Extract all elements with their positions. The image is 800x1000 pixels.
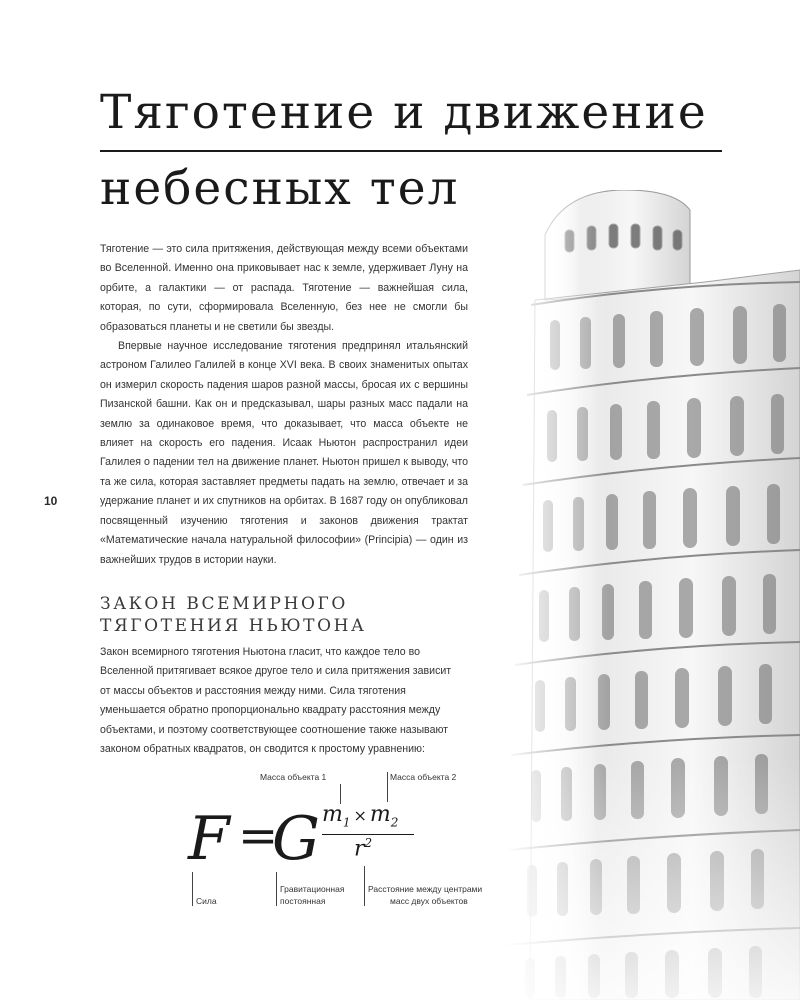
label-mass-1: Масса объекта 1	[260, 772, 327, 782]
mass-2-pointer	[387, 772, 388, 802]
section-heading	[100, 593, 400, 637]
intro-text	[100, 240, 468, 570]
formula-m1: m	[322, 802, 343, 827]
page-number: 10	[44, 494, 58, 508]
title-line-2: небесных тел	[100, 161, 460, 216]
leaning-tower-of-pisa-image	[505, 190, 800, 1000]
label-force: Сила	[196, 896, 217, 906]
force-pointer	[192, 872, 193, 906]
formula-numerator	[322, 802, 398, 829]
label-mass-2: Масса объекта 2	[390, 772, 457, 782]
label-g-line-1: Гравитационная	[280, 884, 345, 894]
title-line-1: Тяготение и движение	[100, 76, 722, 152]
formula-force-symbol: F	[188, 804, 230, 874]
formula-g-symbol: G	[272, 804, 320, 874]
formula-sub-2: 2	[390, 815, 399, 830]
section-heading-line-1: ЗАКОН ВСЕМИРНОГО	[100, 594, 348, 614]
formula-m2: m	[369, 802, 391, 827]
intro-paragraph-2: Впервые научное исследование тяготения предпринял итальянский астроном Галилео Галилей в конце XVI века. В своих знаменитых опытах он измерил скорость падения шаров разной массы, бросая их с вершины Пизанской башни. Как он и предсказывал, шары разных масс падали на землю за одинаковое время, что доказывает, что масса объекте не влияет на скорость его падения. Исаак Ньютон распространил идеи Галилея о падении тел на движение планет. Ньютон пришел к выводу, что та же сила, которая заставляет предметы падать на землю, отвечает и за удержание планет и их спутников на орбитах. В 1687 году он опубликовал посвященный изучению тяготения и законов движения трактат «Математические начала натуральной философии» (Principia) — один из важнейших трудов в истории науки.	[100, 340, 468, 566]
formula-r: r	[354, 836, 365, 862]
g-pointer	[276, 872, 277, 906]
formula-equals: =	[238, 808, 279, 864]
formula-denominator	[354, 836, 372, 861]
label-g-line-2: постоянная	[280, 896, 326, 906]
r-pointer	[364, 866, 365, 906]
mass-1-pointer	[340, 784, 341, 804]
formula-power: 2	[364, 836, 373, 850]
formula-fraction-bar	[322, 834, 414, 835]
formula-times: ×	[353, 806, 367, 825]
formula-sub-1: 1	[342, 815, 351, 830]
intro-paragraph-1: Тяготение — это сила притяжения, действующая между всеми объектами во Вселенной. Именно она приковывает нас к земле, удерживает Луну на орбите, а галактики — от распада. Тяготение — важнейшая сила, которая, по сути, сформировала Вселенную, без нее не смогли бы образоваться планеты и не светили бы звезды.	[100, 243, 468, 333]
section-paragraph: Закон всемирного тяготения Ньютона гласит, что каждое тело во Вселенной притягивает всякое другое тело и сила притяжения зависит от массы объектов и расстояния между ними. Сила тяготения уменьшается обратно пропорционально квадрату расстояния между объектами, и поэтому соответствующее соотношение также называют законом обратных квадратов, он сводится к простому уравнению:	[100, 646, 452, 756]
section-text	[100, 643, 458, 759]
label-r-line-2: масс двух объектов	[390, 896, 468, 906]
section-heading-line-2: ТЯГОТЕНИЯ НЬЮТОНА	[100, 616, 367, 636]
gravity-formula	[150, 772, 510, 912]
label-r-line-1: Расстояние между центрами	[368, 884, 483, 894]
